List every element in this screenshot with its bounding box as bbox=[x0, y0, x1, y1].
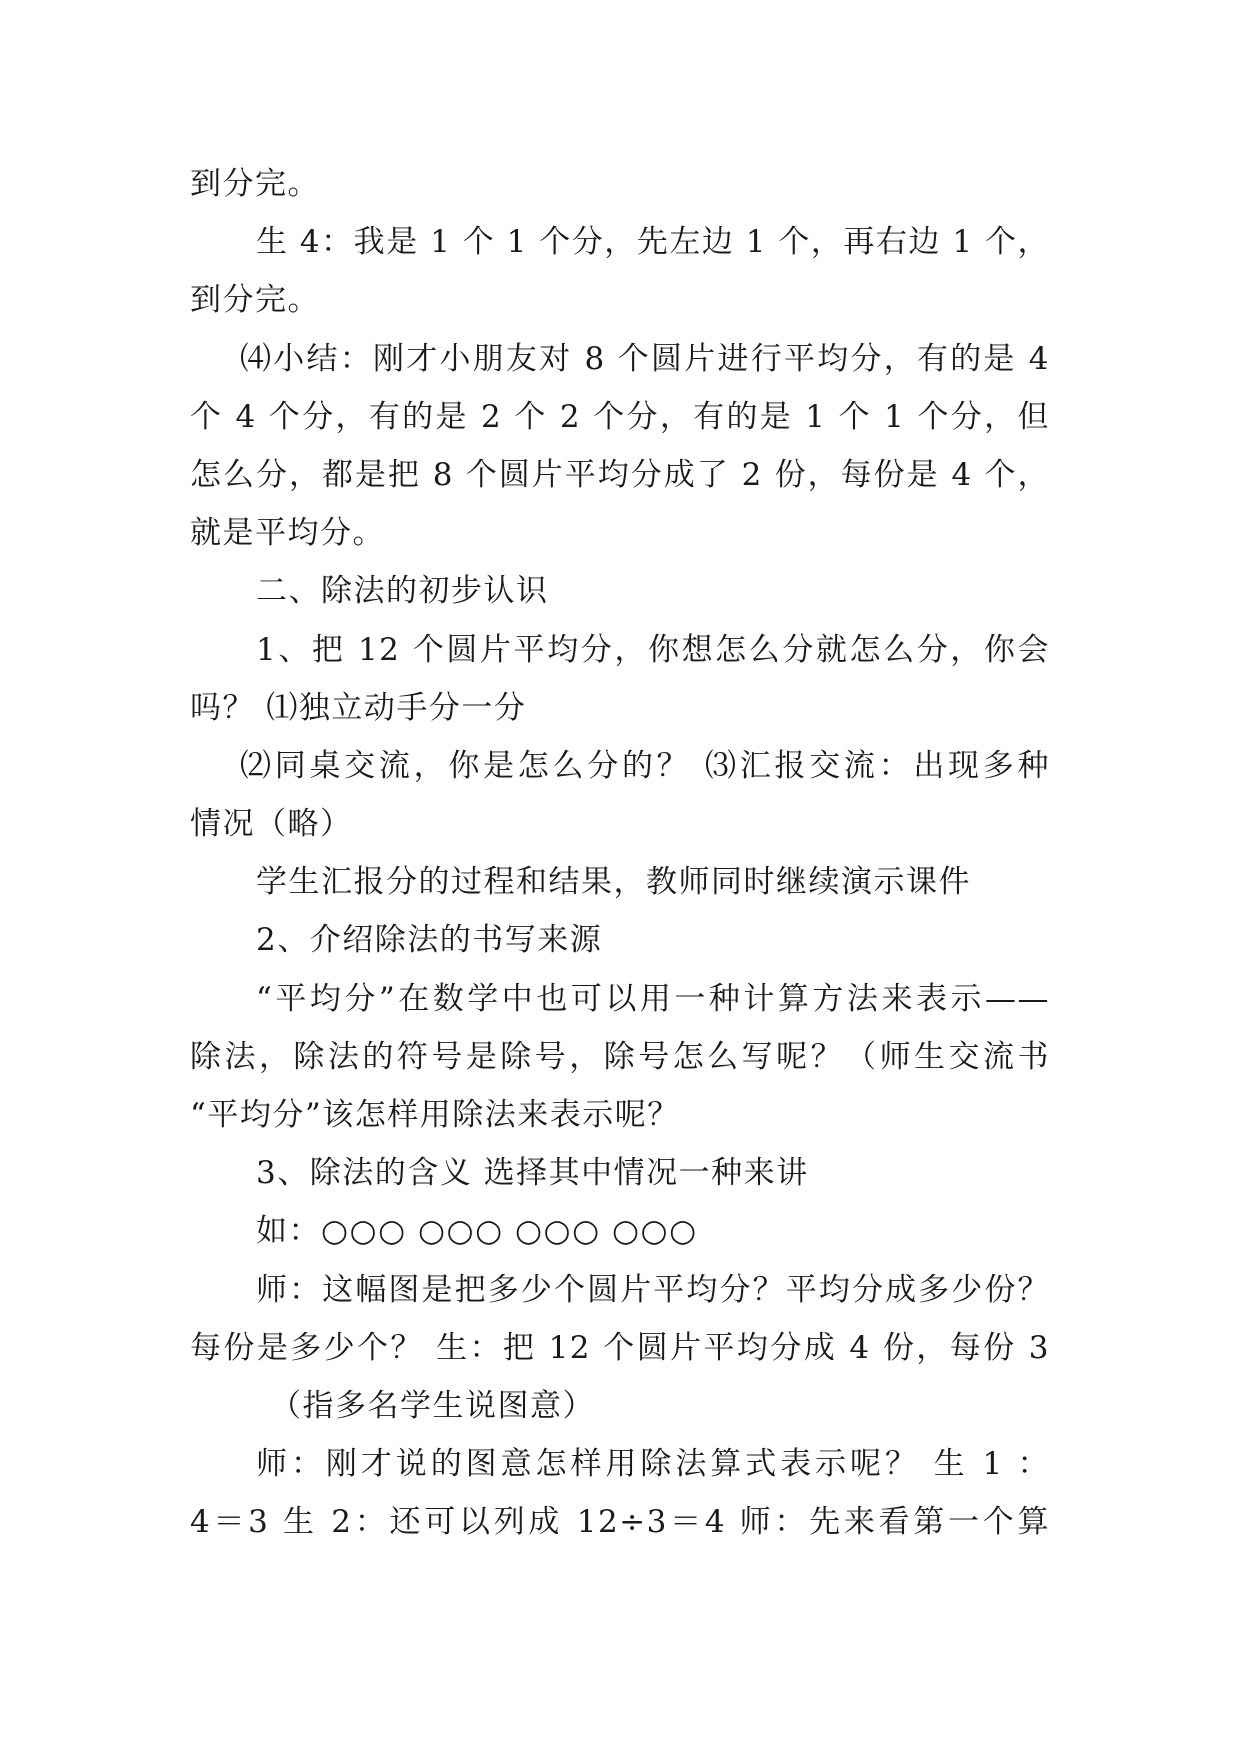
text-line: 生 4：我是 1 个 1 个分，先左边 1 个，再右边 1 个， bbox=[256, 224, 1050, 261]
text-line: 学生汇报分的过程和结果，教师同时继续演示课件 bbox=[256, 864, 971, 901]
text-line: （指多名学生说图意） bbox=[270, 1387, 595, 1424]
text-line: ⑵同桌交流，你是怎么分的？ ⑶汇报交流：出现多种 bbox=[240, 747, 1050, 784]
text-line: 到分完。 bbox=[190, 282, 320, 319]
text-line: 到分完。 bbox=[190, 166, 320, 202]
text-line: 怎么分，都是把 8 个圆片平均分成了 2 份，每份是 4 个， bbox=[190, 456, 1050, 493]
text-line: 每份是多少个？ 生：把 12 个圆片平均分成 4 份，每份 3 bbox=[190, 1329, 1050, 1366]
text-line: 2、介绍除法的书写来源 bbox=[256, 922, 603, 959]
body-text bbox=[190, 155, 1050, 1552]
text-line: 除法，除法的符号是除号，除号怎么写呢？（师生交流书 bbox=[190, 1038, 1050, 1075]
text-line: 吗？ ⑴独立动手分一分 bbox=[190, 689, 527, 726]
text-line: 师：这幅图是把多少个圆片平均分？平均分成多少份？ bbox=[256, 1271, 1050, 1308]
text-line: 如：○○○ ○○○ ○○○ ○○○ bbox=[256, 1213, 698, 1250]
text-line: 就是平均分。 bbox=[190, 515, 385, 552]
text-line: “平均分”该怎样用除法来表示呢？ bbox=[190, 1097, 680, 1133]
text-line: 1、把 12 个圆片平均分，你想怎么分就怎么分，你会 bbox=[256, 631, 1050, 668]
text-line: 个 4 个分，有的是 2 个 2 个分，有的是 1 个 1 个分，但 bbox=[190, 398, 1050, 435]
text-line: 情况（略） bbox=[190, 806, 353, 843]
text-line: 3、除法的含义 选择其中情况一种来讲 bbox=[256, 1155, 809, 1192]
text-line: “平均分”在数学中也可以用一种计算方法来表示—— bbox=[256, 980, 1050, 1017]
section-heading: 二、除法的初步认识 bbox=[256, 573, 549, 610]
text-line: ⑷小结：刚才小朋友对 8 个圆片进行平均分，有的是 4 bbox=[240, 340, 1050, 377]
text-line: 师：刚才说的图意怎样用除法算式表示呢？ 生 1 ： bbox=[256, 1446, 1050, 1483]
text-line: 4＝3 生 2：还可以列成 12÷3＝4 师：先来看第一个算 bbox=[190, 1504, 1050, 1541]
